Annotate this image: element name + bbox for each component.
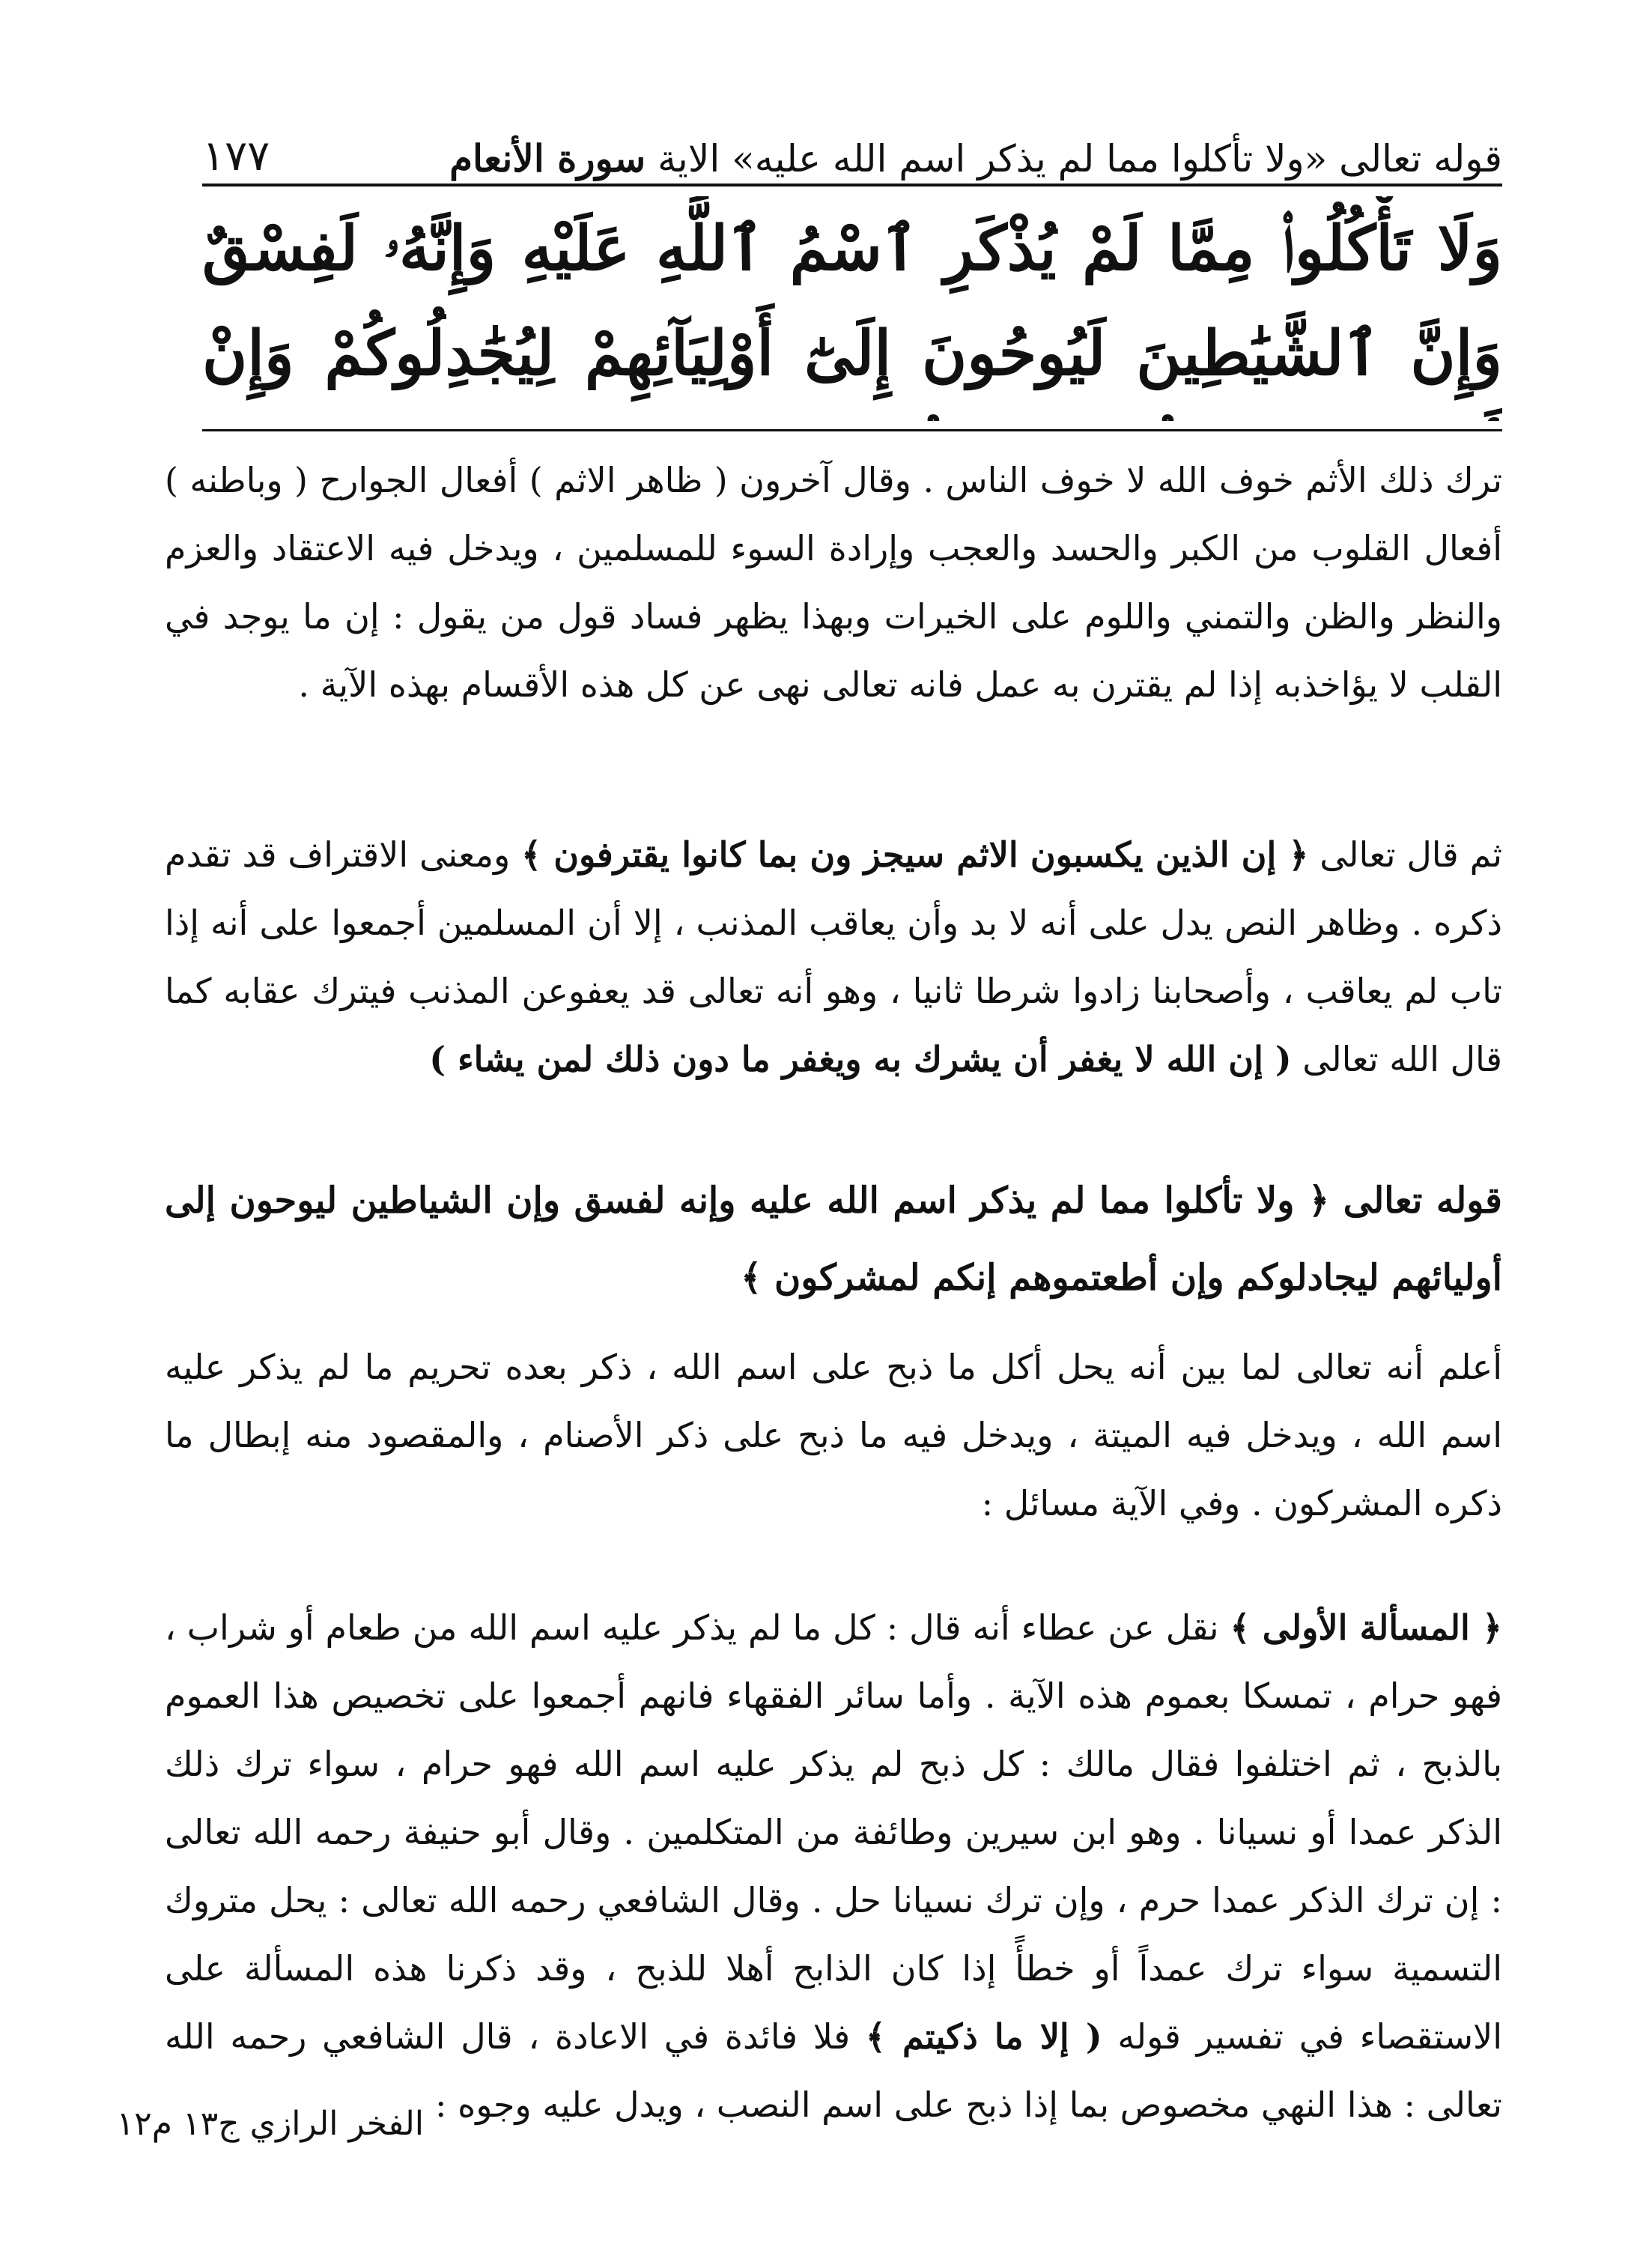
inline-citation: ( إلا ما ذكيتم ﴾ <box>865 2016 1102 2057</box>
header-title <box>449 138 1502 180</box>
commentary-paragraph-5 <box>165 1594 1502 2139</box>
paragraph-2-text: ومعنى الاقتراف قد تقدم ذكره . وظاهر النص يدل على أنه لا بد وأن يعاقب المذنب ، إلا أن المسلمين أجمعوا على أنه إذا تاب لم يعاقب ، وأصحابنا زادوا شرطا ثانيا ، وهو أنه تعالى قد يعفوعن المذنب فيترك عقابه كما قال الله تعالى <box>165 834 1502 1079</box>
commentary-paragraph-4: أعلم أنه تعالى لما بين أنه يحل أكل ما ذبح على اسم الله ، ذكر بعده تحريم ما لم يذكر عليه اسم الله ، ويدخل فيه الميتة ، ويدخل فيه ما ذبح على ذكر الأصنام ، والمقصود منه إبطال ما ذكره المشركون . وفي الآية مسائل : <box>165 1347 1502 1523</box>
header-divider <box>202 184 1502 187</box>
section-heading: ﴿ المسألة الأولى ﴾ <box>1230 1607 1503 1648</box>
quoted-verse-2: ( إن الله لا يغفر أن يشرك به ويغفر ما دون ذلك لمن يشاء ) <box>429 1039 1292 1079</box>
paragraph-5-text: نقل عن عطاء أنه قال : كل ما لم يذكر عليه اسم الله من طعام أو شراب ، فهو حرام ، تمسكا بعموم هذه الآية . وأما سائر الفقهاء فانهم أجمعوا على تخصيص هذا العموم بالذبح ، ثم اختلفوا فقال مالك : كل ذبح لم يذكر عليه اسم الله فهو حرام ، سواء ترك ذلك الذكر عمدا أو نسيانا . وهو ابن سيرين وطائفة من المتكلمين . وقال أبو حنيفة رحمه الله تعالى : إن ترك الذكر عمدا حرم ، وإن ترك نسيانا حل . وقال الشافعي رحمه الله تعالى : يحل متروك التسمية سواء ترك عمداً أو خطأً إذا كان الذابح أهلا للذبح ، وقد ذكرنا هذه المسألة على الاستقصاء في تفسير قوله <box>165 1607 1503 2057</box>
quoted-verse: ﴿ إن الذين يكسبون الاثم سيجز ون بما كانوا يقترفون ﴾ <box>521 834 1309 875</box>
paragraph-5-text-continued: فلا فائدة في الاعادة ، قال الشافعي رحمه الله تعالى : هذا النهي مخصوص بما إذا ذبح على اسم النصب ، ويدل عليه وجوه : <box>165 2016 1502 2125</box>
paragraph-2-lead: ثم قال تعالى <box>1320 834 1503 875</box>
commentary-paragraph-1: ترك ذلك الأثم خوف الله لا خوف الناس . وقال آخرون ( ظاهر الاثم ) أفعال الجوارح ( وباطنه ) أفعال القلوب من الكبر والحسد والعجب وإرادة السوء للمسلمين ، ويدخل فيه الاعتقاد والعزم والنظر والظن والتمني واللوم على الخيرات وبهذا يظهر فساد قول من يقول : إن ما يوجد في القلب لا يؤاخذبه إذا لم يقترن به عمل فانه تعالى نهى عن كل هذه الأقسام بهذه الآية . <box>165 460 1502 705</box>
verse-text: وَلَا تَأْكُلُوا۟ مِمَّا لَمْ يُذْكَرِ ٱسْمُ ٱللَّهِ عَلَيْهِ وَإِنَّهُۥ لَفِسْقٌ وَإِنَّ ٱلشَّيَٰطِينَ لَيُوحُونَ إِلَىٰٓ أَوْلِيَآئِهِمْ لِيُجَٰدِلُوكُمْ وَإِنْ <box>202 213 1502 389</box>
paragraph-3-lead: قوله تعالى <box>1343 1180 1503 1222</box>
verse-citation-paragraph <box>165 1162 1502 1317</box>
running-header <box>202 112 1502 180</box>
verse-divider <box>202 429 1502 431</box>
signature-footer: الفخر الرازي ج١٣ م١٢ <box>116 2105 424 2143</box>
commentary-paragraph-2 <box>165 821 1502 1094</box>
header-title-text: قوله تعالى «ولا تأكلوا مما لم يذكر اسم الله عليه» الاية <box>658 137 1502 181</box>
header-surah: سورة الأنعام <box>449 136 646 181</box>
quran-verse <box>202 196 1502 421</box>
cited-verse: ﴿ ولا تأكلوا مما لم يذكر اسم الله عليه وإنه لفسق وإن الشياطين ليوحون إلى أوليائهم ليجادلوكم وإن أطعتموهم إنكم لمشركون ﴾ <box>165 1180 1502 1299</box>
page-number: ١٧٧ <box>202 132 270 181</box>
